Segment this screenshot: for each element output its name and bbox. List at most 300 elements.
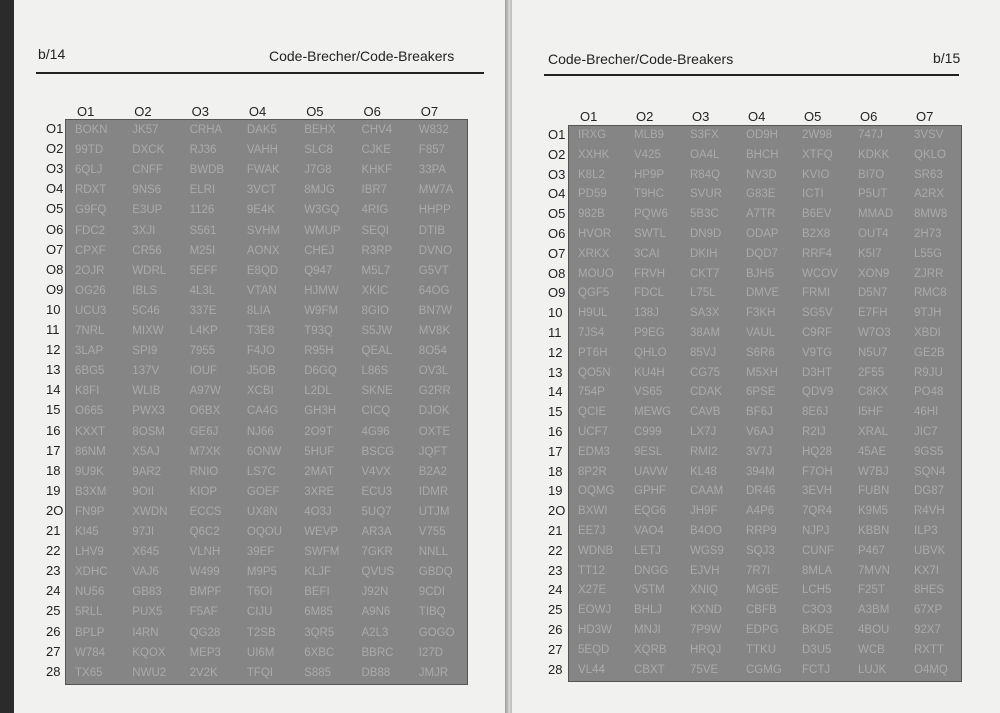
code-cell: PT6H xyxy=(578,346,608,359)
code-cell: B2A2 xyxy=(418,465,447,478)
code-cell: WMUP xyxy=(304,224,341,237)
code-cell: FDC2 xyxy=(75,224,106,237)
row-label: O1 xyxy=(548,127,566,142)
code-cell: K9M5 xyxy=(858,505,889,518)
code-cell: QVUS xyxy=(361,566,395,579)
row-label: 23 xyxy=(46,563,61,579)
code-cell: XON9 xyxy=(858,267,890,280)
code-cell: 8O54 xyxy=(418,345,447,358)
row-label: O3 xyxy=(548,166,566,182)
code-cell: 9CDI xyxy=(418,586,445,599)
code-cell: DN9D xyxy=(690,228,722,240)
code-cell: CJKE xyxy=(361,144,391,157)
code-cell: V755 xyxy=(418,526,446,538)
code-cell: KHKF xyxy=(361,164,393,177)
code-cell: 6M85 xyxy=(304,606,333,619)
left-page xyxy=(14,0,507,713)
code-cell: PD59 xyxy=(578,188,607,201)
code-cell: BOKN xyxy=(75,124,108,136)
code-cell: L75L xyxy=(690,287,716,300)
code-cell: QHLO xyxy=(634,346,667,359)
code-cell: DMVE xyxy=(746,287,780,300)
code-cell: DQD7 xyxy=(746,247,778,260)
code-cell: BHCH xyxy=(746,148,779,161)
code-cell: W9FM xyxy=(304,304,339,317)
code-cell: PWX3 xyxy=(132,405,165,418)
code-cell: L55G xyxy=(914,247,943,260)
code-cell: KXND xyxy=(690,604,722,617)
row-label: 25 xyxy=(46,603,61,619)
code-cell: FWAK xyxy=(246,164,280,177)
code-cell: KXXT xyxy=(75,425,106,438)
code-cell: IDMR xyxy=(418,485,449,498)
code-cell: MW7A xyxy=(418,184,454,197)
row-label: O5 xyxy=(548,206,566,222)
row-label: O9 xyxy=(46,281,64,297)
code-cell: 3VCT xyxy=(246,184,277,197)
code-cell: QKLO xyxy=(914,148,946,161)
code-cell: XXHK xyxy=(578,148,610,161)
code-cell: 9OII xyxy=(132,485,155,498)
code-cell: 8MJG xyxy=(304,184,335,197)
code-cell: BMPF xyxy=(189,586,222,599)
code-cell: 8MLA xyxy=(802,564,833,577)
code-cell: JK57 xyxy=(132,124,159,136)
code-cell: DR46 xyxy=(746,485,776,498)
code-cell: J5OB xyxy=(246,365,276,378)
code-cell: VAJ6 xyxy=(132,566,159,579)
code-cell: J92N xyxy=(361,586,389,599)
code-cell: CUNF xyxy=(802,544,834,557)
code-cell: TX65 xyxy=(75,666,103,679)
code-cell: M7XK xyxy=(189,445,221,458)
code-cell: C3O3 xyxy=(802,604,833,617)
code-cell: F857 xyxy=(418,144,446,157)
code-cell: CA4G xyxy=(246,405,279,418)
code-cell: NJPJ xyxy=(802,525,830,537)
code-cell: P9EG xyxy=(634,327,665,339)
page-title: Code-Brecher/Code-Breakers xyxy=(548,51,734,67)
code-cell: F4JO xyxy=(246,345,276,358)
row-label: O5 xyxy=(46,201,64,217)
code-cell: E3UP xyxy=(132,204,163,217)
code-cell: UI6M xyxy=(246,646,275,659)
code-cell: 2H73 xyxy=(914,228,942,240)
row-label: 22 xyxy=(46,543,61,559)
code-cell: E7FH xyxy=(858,307,888,320)
row-label: O9 xyxy=(548,285,566,301)
code-cell: CIJU xyxy=(246,606,273,619)
code-cell: 4G96 xyxy=(361,425,390,438)
code-cell: B6EV xyxy=(802,208,832,221)
code-cell: J7G8 xyxy=(304,164,332,177)
row-label: 19 xyxy=(548,483,563,499)
row-label: 21 xyxy=(46,523,61,538)
code-cell: 5HUF xyxy=(304,445,335,458)
code-cell: BWDB xyxy=(189,164,225,177)
code-cell: QGF5 xyxy=(578,287,610,300)
row-label: O4 xyxy=(548,186,566,202)
code-cell: 7P9W xyxy=(690,624,722,636)
code-cell: W832 xyxy=(418,124,449,136)
code-cell: CBXT xyxy=(634,663,665,676)
code-cell: DKIH xyxy=(690,247,718,260)
column-header: O3 xyxy=(191,104,209,119)
code-cell: LUJK xyxy=(858,663,887,676)
code-cell: W784 xyxy=(75,646,106,659)
code-cell: CGMG xyxy=(746,663,782,676)
code-cell: B4OO xyxy=(690,525,722,537)
code-cell: 8E6J xyxy=(802,406,829,419)
code-cell: V425 xyxy=(634,148,661,161)
code-cell: 982B xyxy=(578,208,605,221)
code-cell: 39EF xyxy=(246,546,275,559)
code-cell: V4VX xyxy=(361,465,391,478)
row-label: O3 xyxy=(46,161,64,177)
code-cell: S5JW xyxy=(361,325,393,337)
code-cell: 38AM xyxy=(690,327,721,339)
code-cell: MV8K xyxy=(418,325,451,337)
row-label: O7 xyxy=(548,245,566,261)
code-cell: AONX xyxy=(246,244,280,257)
code-cell: EDPG xyxy=(746,624,779,636)
code-cell: SWFM xyxy=(304,546,340,559)
code-cell: 8GIO xyxy=(361,304,389,317)
code-cell: OV3L xyxy=(418,365,449,378)
code-cell: BBRC xyxy=(361,646,394,659)
code-cell: HHPP xyxy=(418,204,451,217)
code-cell: UTJM xyxy=(418,505,450,518)
column-header: O6 xyxy=(860,109,878,124)
column-header: O2 xyxy=(134,104,152,119)
code-cell: 2O9T xyxy=(304,425,333,438)
code-cell: UCF7 xyxy=(578,426,609,438)
row-label: 26 xyxy=(548,622,563,637)
row-label: 23 xyxy=(548,562,563,578)
code-cell: 9NS6 xyxy=(132,184,162,197)
code-cell: 337E xyxy=(189,304,217,317)
code-cell: FDCL xyxy=(634,287,665,300)
row-label: 27 xyxy=(46,643,61,659)
code-cell: B2X8 xyxy=(802,228,831,240)
code-cell: IOUF xyxy=(189,365,218,378)
code-cell: G2RR xyxy=(418,385,451,398)
code-cell: BSCG xyxy=(361,445,395,458)
code-cell: N5U7 xyxy=(858,346,888,359)
code-cell: DNGG xyxy=(634,564,669,577)
code-cell: CICQ xyxy=(361,405,391,418)
code-cell: M5XH xyxy=(746,366,778,379)
code-cell: SG5V xyxy=(802,307,833,320)
row-label: 13 xyxy=(548,364,563,380)
code-cell: 33PA xyxy=(418,164,447,177)
code-cell: 9AR2 xyxy=(132,465,162,478)
code-cell: BF6J xyxy=(746,406,773,419)
code-cell: MOUO xyxy=(578,267,614,280)
code-cell: HQ28 xyxy=(802,445,833,458)
code-cell: NU56 xyxy=(75,586,105,599)
code-cell: L86S xyxy=(361,365,389,378)
code-cell: RDXT xyxy=(75,184,107,197)
code-cell: V5TM xyxy=(634,584,665,597)
code-cell: CAAM xyxy=(690,485,724,498)
code-cell: SVHM xyxy=(246,224,281,237)
code-cell: 8MW8 xyxy=(914,208,948,221)
code-cell: 3V7J xyxy=(746,445,773,458)
code-cell: QCIE xyxy=(578,406,607,419)
code-cell: 86NM xyxy=(75,445,106,458)
code-cell: 92X7 xyxy=(914,624,941,636)
code-cell: A7TR xyxy=(746,208,776,221)
code-cell: BPLP xyxy=(75,626,105,639)
code-cell: BN7W xyxy=(418,304,453,317)
row-label: 11 xyxy=(548,325,562,340)
code-cell: 8P2R xyxy=(578,465,607,478)
code-cell: CHV4 xyxy=(361,124,393,136)
code-cell: D3HT xyxy=(802,366,833,379)
code-cell: 9U9K xyxy=(75,465,104,478)
row-label: O8 xyxy=(46,261,64,277)
row-label: O2 xyxy=(548,146,566,162)
code-cell: 46HI xyxy=(914,406,939,419)
code-cell: XKIC xyxy=(361,284,389,297)
code-cell: UCU3 xyxy=(75,304,107,317)
code-cell: D5N7 xyxy=(858,287,888,300)
code-cell: 3LAP xyxy=(75,345,104,358)
row-label: O6 xyxy=(46,221,64,237)
code-cell: XRKX xyxy=(578,247,610,260)
code-cell: BKDE xyxy=(802,624,834,636)
code-cell: 9GS5 xyxy=(914,445,944,458)
code-cell: KIOP xyxy=(189,485,218,498)
code-cell: 8LIA xyxy=(246,304,271,317)
code-cell: SLC8 xyxy=(304,144,333,157)
code-cell: TTKU xyxy=(746,643,777,656)
page-number: b/14 xyxy=(38,46,66,62)
code-cell: DTIB xyxy=(418,224,445,237)
code-cell: W3GQ xyxy=(304,204,340,217)
code-cell: G5VT xyxy=(418,264,449,277)
code-cell: LCH5 xyxy=(802,584,832,597)
right-page xyxy=(512,0,1000,713)
code-cell: SA3X xyxy=(690,307,720,320)
code-cell: O4MQ xyxy=(914,663,948,676)
row-label: 2O xyxy=(46,502,64,518)
code-cell: HRQJ xyxy=(690,643,722,656)
code-cell: NNLL xyxy=(418,546,449,559)
row-label: 25 xyxy=(548,602,563,618)
code-cell: M5L7 xyxy=(361,264,391,277)
code-cell: TT12 xyxy=(578,564,605,577)
code-cell: CAVB xyxy=(690,406,721,419)
code-cell: OQOU xyxy=(246,526,283,538)
code-cell: XNIQ xyxy=(690,584,719,597)
code-cell: X645 xyxy=(132,546,160,559)
code-cell: KI45 xyxy=(75,526,99,538)
code-cell: 67XP xyxy=(914,604,943,617)
code-cell: GH3H xyxy=(304,405,337,418)
code-cell: UBVK xyxy=(914,544,946,557)
code-cell: 75VE xyxy=(690,663,719,676)
column-header: O4 xyxy=(748,109,766,124)
column-header: O2 xyxy=(636,109,654,124)
column-header: O5 xyxy=(804,109,822,124)
code-cell: GPHF xyxy=(634,485,666,498)
code-cell: L4KP xyxy=(189,325,218,337)
code-cell: 85VJ xyxy=(690,346,717,359)
code-cell: 747J xyxy=(858,129,883,141)
code-cell: 4BOU xyxy=(858,624,890,636)
row-label: O6 xyxy=(548,226,566,241)
code-cell: 7QR4 xyxy=(802,505,833,518)
code-cell: A3BM xyxy=(858,604,890,617)
code-cell: ILP3 xyxy=(914,525,938,537)
code-cell: OA4L xyxy=(690,148,720,161)
code-cell: CG75 xyxy=(690,366,721,379)
code-cell: L2DL xyxy=(304,385,332,398)
code-cell: MG6E xyxy=(746,584,779,597)
code-cell: OG26 xyxy=(75,284,106,297)
code-cell: ZJRR xyxy=(914,267,944,280)
code-cell: EE7J xyxy=(578,525,606,537)
code-table xyxy=(65,119,468,685)
code-cell: B3XM xyxy=(75,485,107,498)
code-cell: P467 xyxy=(858,544,885,557)
code-cell: S3FX xyxy=(690,129,719,141)
code-cell: 8HES xyxy=(914,584,945,597)
row-label: 11 xyxy=(46,322,60,337)
code-cell: WEVP xyxy=(304,526,339,538)
code-cell: I4RN xyxy=(132,626,159,639)
code-cell: C9RF xyxy=(802,327,833,339)
code-cell: 3QR5 xyxy=(304,626,335,639)
row-label: 12 xyxy=(548,344,563,360)
code-cell: DB88 xyxy=(361,666,391,679)
code-cell: S6R6 xyxy=(746,346,775,359)
code-cell: 2OJR xyxy=(75,264,105,277)
code-cell: 7R7I xyxy=(746,564,771,577)
code-cell: 6XBC xyxy=(304,646,335,659)
row-label: 27 xyxy=(548,641,563,657)
code-cell: 2W98 xyxy=(802,129,833,141)
code-cell: F7OH xyxy=(802,465,833,478)
code-cell: WCOV xyxy=(802,267,838,280)
code-cell: 5C46 xyxy=(132,304,160,317)
code-cell: QG28 xyxy=(189,626,221,639)
code-cell: LS7C xyxy=(246,465,276,478)
code-cell: V9TG xyxy=(802,346,833,359)
code-cell: NWU2 xyxy=(132,666,167,679)
code-cell: 394M xyxy=(746,465,775,478)
code-cell: P5UT xyxy=(858,188,888,201)
code-cell: I27D xyxy=(418,646,444,659)
code-cell: TFQI xyxy=(246,666,274,679)
code-cell: KX7I xyxy=(914,564,939,577)
column-header: O5 xyxy=(306,104,324,119)
code-cell: 5EFF xyxy=(189,264,218,277)
code-cell: OQMG xyxy=(578,485,615,498)
code-cell: 7MVN xyxy=(858,564,890,577)
code-cell: 9E4K xyxy=(246,204,276,217)
code-cell: D3U5 xyxy=(802,643,832,656)
row-label: 10 xyxy=(548,305,563,321)
code-cell: A97W xyxy=(189,385,221,398)
code-cell: RXTT xyxy=(914,643,945,656)
code-cell: HJMW xyxy=(304,284,339,297)
row-label: 28 xyxy=(46,663,61,679)
code-cell: ELRI xyxy=(189,184,216,197)
code-cell: WLIB xyxy=(132,385,161,398)
code-cell: GE6J xyxy=(189,425,219,438)
column-header: O7 xyxy=(420,104,439,119)
code-cell: 3XRE xyxy=(304,485,335,498)
code-cell: R4VH xyxy=(914,505,945,518)
row-label: O7 xyxy=(46,241,64,257)
code-cell: Q6C2 xyxy=(189,526,220,538)
code-cell: BI7O xyxy=(858,168,885,181)
code-cell: X27E xyxy=(578,584,607,597)
code-cell: DAK5 xyxy=(246,124,277,136)
code-cell: 4RIG xyxy=(361,204,389,217)
row-label: 24 xyxy=(548,582,563,598)
column-header: O6 xyxy=(363,104,381,119)
code-cell: GE2B xyxy=(914,346,945,359)
code-cell: WDNB xyxy=(578,544,614,557)
code-cell: QEAL xyxy=(361,345,393,358)
code-cell: KDKK xyxy=(858,148,890,161)
row-label: 24 xyxy=(46,583,61,599)
code-cell: 7JS4 xyxy=(578,327,605,339)
code-cell: M25I xyxy=(189,244,216,257)
code-cell: SVUR xyxy=(690,188,722,201)
row-label: 26 xyxy=(46,623,61,639)
code-cell: XQRB xyxy=(634,643,667,656)
code-cell: 9TJH xyxy=(914,307,942,320)
code-cell: GB83 xyxy=(132,586,162,599)
code-cell: VAO4 xyxy=(634,525,664,537)
code-cell: O665 xyxy=(75,405,104,418)
code-cell: 7955 xyxy=(189,345,216,358)
code-cell: CKT7 xyxy=(690,267,720,280)
code-cell: 3CAI xyxy=(634,247,660,260)
code-cell: EOWJ xyxy=(578,604,612,617)
code-cell: 7NRL xyxy=(75,325,105,337)
code-cell: CRHA xyxy=(189,124,223,136)
code-cell: KQOX xyxy=(132,646,166,659)
row-label: 21 xyxy=(548,523,563,538)
code-cell: EJVH xyxy=(690,564,720,577)
column-header: O1 xyxy=(580,109,598,124)
code-cell: W499 xyxy=(189,566,220,579)
row-label: 10 xyxy=(46,301,61,317)
code-cell: X5AJ xyxy=(132,445,160,458)
code-cell: VS65 xyxy=(634,386,663,399)
code-cell: MEP3 xyxy=(189,646,221,659)
row-label: 18 xyxy=(548,463,563,479)
code-cell: PO48 xyxy=(914,386,944,399)
code-cell: 4L3L xyxy=(189,284,216,297)
code-cell: MLB9 xyxy=(634,129,665,141)
column-header: O4 xyxy=(248,104,267,119)
code-cell: UAVW xyxy=(634,465,668,478)
code-cell: CPXF xyxy=(75,244,106,257)
row-label: 17 xyxy=(548,443,563,459)
page-title: Code-Brecher/Code-Breakers xyxy=(269,48,455,64)
code-cell: TIBQ xyxy=(418,606,446,619)
code-cell: EQG6 xyxy=(634,505,666,518)
row-label: O4 xyxy=(46,181,64,197)
code-cell: VTAN xyxy=(246,284,277,297)
